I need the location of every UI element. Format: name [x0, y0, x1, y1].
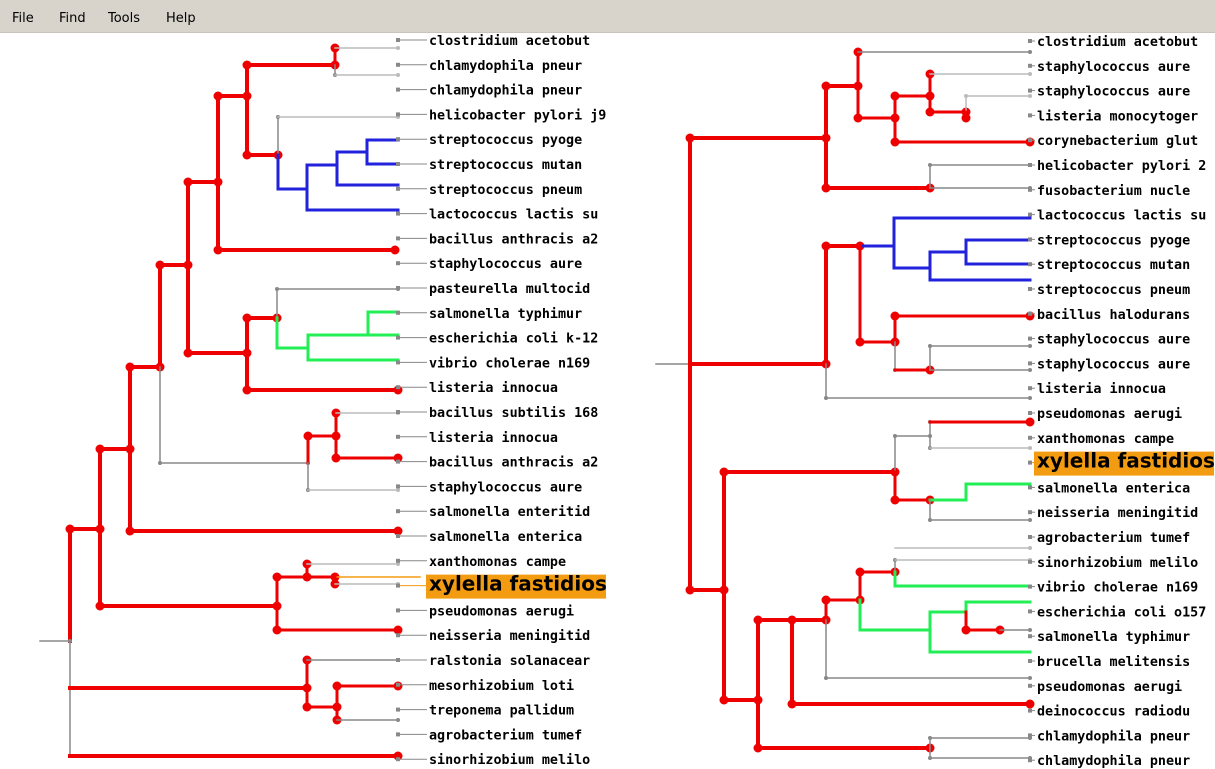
right-tree-node[interactable] [1028, 72, 1032, 76]
left-leaf-node[interactable] [396, 311, 400, 315]
left-leaf-node[interactable] [396, 559, 400, 563]
right-leaf-label[interactable]: chlamydophila pneur [1037, 754, 1191, 769]
left-leaf-node[interactable] [396, 236, 400, 240]
left-leaf-label[interactable]: sinorhizobium melilo [429, 753, 591, 769]
right-leaf-node[interactable] [1028, 733, 1032, 737]
left-leaf-label[interactable]: listeria innocua [429, 381, 558, 397]
right-leaf-node[interactable] [1028, 361, 1032, 365]
right-leaf-label[interactable]: streptococcus mutan [1037, 258, 1191, 274]
right-leaf-node[interactable] [1028, 684, 1032, 688]
right-leaf-node[interactable] [1028, 89, 1032, 93]
left-leaf-label[interactable]: escherichia coli k-12 [429, 331, 599, 347]
right-leaf-label[interactable]: chlamydophila pneur [1037, 729, 1191, 745]
right-leaf-node[interactable] [1028, 709, 1032, 713]
right-leaf-node[interactable] [1028, 386, 1032, 390]
right-leaf-label[interactable]: streptococcus pneum [1037, 283, 1191, 298]
left-leaf-node[interactable] [396, 162, 400, 166]
left-leaf-node[interactable] [396, 385, 400, 389]
left-leaf-label[interactable]: xanthomonas campe [429, 554, 567, 570]
right-leaf-node[interactable] [1028, 188, 1032, 192]
left-leaf-label[interactable]: bacillus subtilis 168 [429, 406, 599, 421]
right-leaf-node[interactable] [1028, 287, 1032, 291]
menu-tools[interactable]: Tools [108, 11, 141, 26]
left-leaf-label[interactable]: salmonella enterica [429, 530, 583, 545]
left-tree-node[interactable] [394, 626, 403, 635]
right-leaf-node[interactable] [1028, 609, 1032, 613]
right-tree-node[interactable] [1028, 446, 1032, 450]
right-leaf-label[interactable]: pseudomonas aerugi [1037, 407, 1183, 422]
right-leaf-node[interactable] [1028, 337, 1032, 341]
left-leaf-label[interactable]: mesorhizobium loti [429, 678, 575, 694]
right-tree-node[interactable] [1028, 344, 1032, 348]
right-tree-node[interactable] [962, 114, 971, 123]
right-leaf-label[interactable]: clostridium acetobut [1037, 35, 1199, 50]
left-leaf-label[interactable]: streptococcus pneum [429, 182, 583, 198]
right-leaf-node[interactable] [1028, 585, 1032, 589]
left-leaf-label[interactable]: chlamydophila pneur [429, 58, 583, 74]
left-leaf-node[interactable] [396, 584, 400, 588]
right-tree-node[interactable] [1028, 50, 1032, 54]
right-tree-node[interactable] [1028, 628, 1032, 632]
left-leaf-label[interactable]: neisseria meningitid [429, 629, 591, 645]
right-leaf-node[interactable] [1028, 436, 1032, 440]
left-leaf-node[interactable] [396, 460, 400, 464]
left-leaf-node[interactable] [396, 435, 400, 439]
left-leaf-label[interactable]: helicobacter pylori j9 [429, 108, 607, 124]
left-leaf-node[interactable] [396, 683, 400, 687]
left-leaf-label[interactable]: treponema pallidum [429, 703, 575, 719]
left-leaf-node[interactable] [396, 212, 400, 216]
left-leaf-label[interactable]: streptococcus pyoge [429, 133, 583, 149]
right-leaf-node[interactable] [1028, 634, 1032, 638]
left-leaf-label[interactable]: pasteurella multocid [429, 282, 591, 297]
left-phylogenetic-tree [40, 33, 607, 769]
left-leaf-node[interactable] [396, 38, 400, 42]
right-leaf-label[interactable]: sinorhizobium melilo [1037, 555, 1199, 571]
right-leaf-label[interactable]: salmonella typhimur [1037, 630, 1191, 646]
right-tree-leaf-labels [1028, 34, 1215, 769]
right-tree-node[interactable] [1026, 418, 1035, 427]
right-leaf-label[interactable]: deinococcus radiodu [1037, 704, 1191, 720]
right-tree-node[interactable] [1028, 676, 1032, 680]
right-leaf-label[interactable]: xanthomonas campe [1037, 431, 1175, 447]
right-tree-node[interactable] [1028, 518, 1032, 522]
left-tree-leaf-labels [396, 33, 607, 769]
right-leaf-node[interactable] [1028, 213, 1032, 217]
left-tree-node[interactable] [396, 46, 400, 50]
left-leaf-label[interactable]: agrobacterium tumef [429, 728, 583, 744]
left-leaf-label[interactable]: chlamydophila pneur [429, 83, 583, 99]
left-leaf-label[interactable]: vibrio cholerae n169 [429, 356, 591, 372]
left-leaf-label[interactable]: clostridium acetobut [429, 34, 591, 49]
left-tree-node[interactable] [396, 488, 400, 492]
right-leaf-label[interactable]: vibrio cholerae n169 [1037, 580, 1199, 596]
menu-find[interactable]: Find [59, 11, 86, 26]
right-leaf-node[interactable] [1028, 659, 1032, 663]
right-leaf-label[interactable]: corynebacterium glut [1037, 134, 1199, 150]
left-leaf-label[interactable]: listeria innocua [429, 430, 558, 446]
left-leaf-node[interactable] [396, 410, 400, 414]
right-leaf-label[interactable]: staphylococcus aure [1037, 332, 1191, 348]
right-leaf-label[interactable]: escherichia coli o157 [1037, 605, 1207, 621]
left-leaf-label[interactable]: salmonella enteritid [429, 505, 591, 521]
right-leaf-node[interactable] [1028, 39, 1032, 43]
left-leaf-node[interactable] [396, 261, 400, 265]
left-leaf-node[interactable] [396, 88, 400, 92]
left-tree-node[interactable] [396, 73, 400, 77]
right-leaf-node[interactable] [1028, 237, 1032, 241]
left-leaf-node[interactable] [396, 633, 400, 637]
right-leaf-node[interactable] [1028, 113, 1032, 117]
right-tree-node[interactable] [1028, 94, 1032, 98]
right-tree-node[interactable] [1026, 700, 1035, 709]
right-leaf-label[interactable]: staphylococcus aure [1037, 59, 1191, 75]
right-leaf-label[interactable]: lactococcus lactis su [1037, 208, 1207, 224]
right-tree-edges [656, 48, 1035, 761]
menu-bar [0, 0, 1215, 33]
right-leaf-node[interactable] [1028, 312, 1032, 316]
right-leaf-label[interactable]: brucella melitensis [1037, 655, 1191, 670]
right-leaf-node[interactable] [1028, 138, 1032, 142]
right-tree-node[interactable] [1028, 396, 1032, 400]
right-leaf-node[interactable] [1028, 163, 1032, 167]
right-leaf-label[interactable]: listeria innocua [1037, 382, 1166, 398]
left-leaf-label[interactable]: xylella fastidios [429, 571, 607, 596]
right-leaf-node[interactable] [1028, 758, 1032, 762]
right-leaf-node[interactable] [1028, 262, 1032, 266]
right-leaf-node[interactable] [1028, 64, 1032, 68]
right-leaf-label[interactable]: neisseria meningitid [1037, 506, 1199, 522]
left-leaf-node[interactable] [396, 534, 400, 538]
left-leaf-node[interactable] [396, 658, 400, 662]
left-leaf-node[interactable] [396, 484, 400, 488]
left-leaf-label[interactable]: bacillus anthracis a2 [429, 455, 599, 471]
right-leaf-node[interactable] [1028, 535, 1032, 539]
left-leaf-label[interactable]: salmonella typhimur [429, 306, 583, 322]
right-leaf-label[interactable]: xylella fastidios [1037, 448, 1215, 473]
left-leaf-node[interactable] [396, 137, 400, 141]
right-leaf-label[interactable]: staphylococcus aure [1037, 357, 1191, 373]
left-leaf-node[interactable] [396, 608, 400, 612]
right-leaf-label[interactable]: salmonella enterica [1037, 481, 1191, 497]
tree-comparison-view [0, 32, 1215, 769]
left-leaf-node[interactable] [396, 360, 400, 364]
right-leaf-label[interactable]: helicobacter pylori 2 [1037, 159, 1207, 174]
right-leaf-label[interactable]: streptococcus pyoge [1037, 233, 1191, 249]
right-leaf-node[interactable] [1028, 485, 1032, 489]
right-leaf-label[interactable]: fusobacterium nucle [1037, 183, 1191, 199]
right-leaf-node[interactable] [1028, 560, 1032, 564]
left-leaf-node[interactable] [396, 63, 400, 67]
left-tree-edges [40, 44, 420, 761]
left-leaf-node[interactable] [396, 336, 400, 340]
right-leaf-label[interactable]: staphylococcus aure [1037, 84, 1191, 100]
menu-help[interactable]: Help [166, 11, 196, 26]
left-leaf-node[interactable] [396, 757, 400, 761]
right-leaf-node[interactable] [1028, 461, 1032, 465]
left-leaf-node[interactable] [396, 732, 400, 736]
left-leaf-label[interactable]: lactococcus lactis su [429, 207, 599, 223]
left-leaf-label[interactable]: staphylococcus aure [429, 480, 583, 496]
left-tree-node[interactable] [396, 718, 400, 722]
left-leaf-label[interactable]: staphylococcus aure [429, 257, 583, 273]
right-leaf-node[interactable] [1028, 411, 1032, 415]
right-leaf-label[interactable]: bacillus halodurans [1037, 307, 1191, 323]
right-phylogenetic-tree [656, 34, 1215, 769]
left-leaf-node[interactable] [396, 509, 400, 513]
left-leaf-node[interactable] [396, 286, 400, 290]
left-leaf-node[interactable] [396, 112, 400, 116]
right-leaf-node[interactable] [1028, 510, 1032, 514]
right-tree-node[interactable] [1028, 368, 1032, 372]
left-tree-node[interactable] [391, 246, 400, 255]
right-leaf-label[interactable]: agrobacterium tumef [1037, 531, 1191, 546]
right-tree-node[interactable] [1028, 546, 1032, 550]
menu-file[interactable]: File [12, 11, 34, 26]
left-leaf-label[interactable]: ralstonia solanacear [429, 654, 591, 669]
left-leaf-label[interactable]: streptococcus mutan [429, 158, 583, 173]
right-leaf-label[interactable]: listeria monocytoger [1037, 109, 1199, 125]
left-leaf-label[interactable]: bacillus anthracis a2 [429, 232, 599, 248]
left-leaf-label[interactable]: pseudomonas aerugi [429, 604, 575, 620]
left-leaf-node[interactable] [396, 187, 400, 191]
left-leaf-node[interactable] [396, 708, 400, 712]
right-leaf-label[interactable]: pseudomonas aerugi [1037, 679, 1183, 695]
